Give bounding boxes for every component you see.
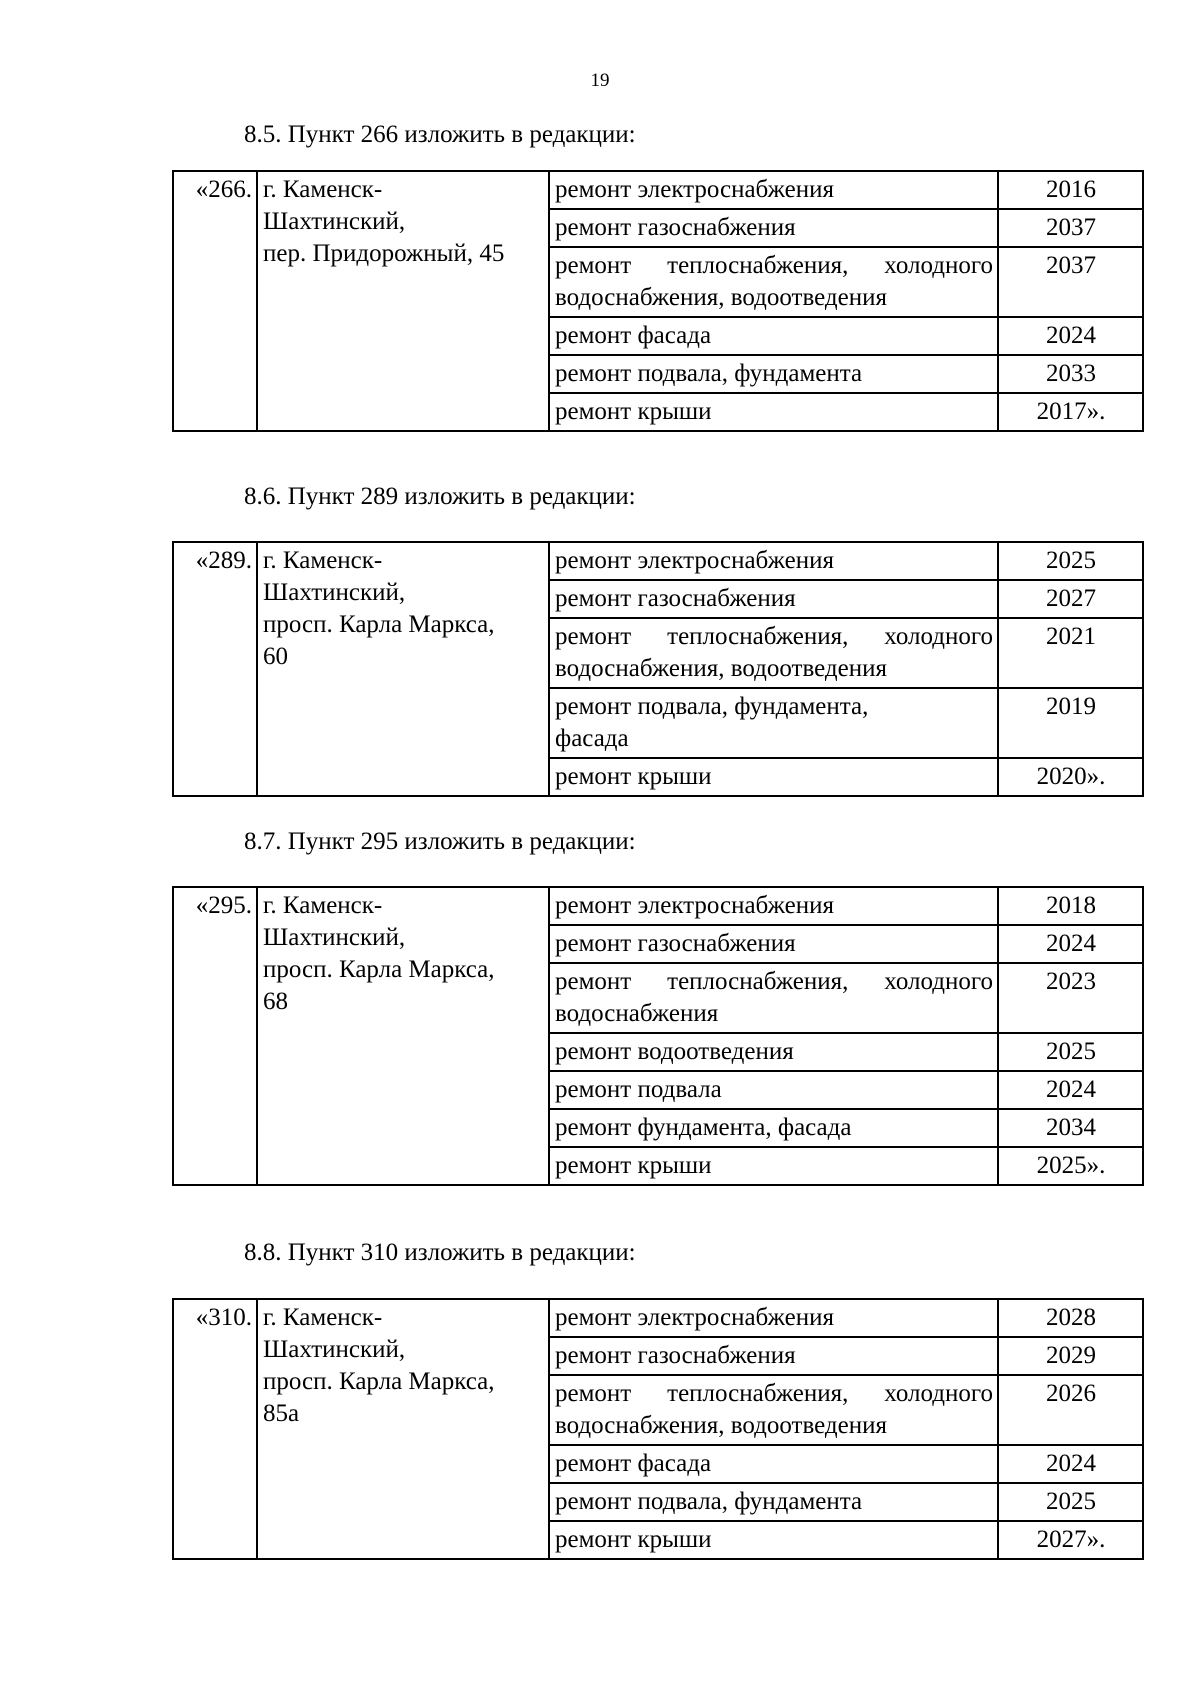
work-year: 2025 bbox=[998, 542, 1143, 580]
work-type: ремонт газоснабжения bbox=[549, 925, 998, 963]
amendment-table bbox=[172, 1298, 1144, 1560]
work-type: ремонт крыши bbox=[549, 1147, 998, 1185]
building-address: г. Каменск- Шахтинский, пер. Придорожный, 45 bbox=[257, 171, 549, 431]
section-heading: 8.6. Пункт 289 изложить в редакции: bbox=[244, 483, 636, 510]
work-type: ремонт теплоснабжения, холодного водоснабжения bbox=[549, 963, 998, 1033]
work-type: ремонт фасада bbox=[549, 317, 998, 355]
work-type: ремонт электроснабжения bbox=[549, 1299, 998, 1337]
work-type: ремонт газоснабжения bbox=[549, 209, 998, 247]
work-type: ремонт крыши bbox=[549, 758, 998, 796]
work-year: 2024 bbox=[998, 1071, 1143, 1109]
work-year: 2024 bbox=[998, 925, 1143, 963]
item-number: «310. bbox=[173, 1299, 257, 1559]
work-year: 2027». bbox=[998, 1521, 1143, 1559]
work-type: ремонт теплоснабжения, холодного водоснабжения, водоотведения bbox=[549, 247, 998, 317]
work-type: ремонт теплоснабжения, холодного водоснабжения, водоотведения bbox=[549, 1375, 998, 1445]
building-address: г. Каменск- Шахтинский, просп. Карла Маркса, 68 bbox=[257, 887, 549, 1185]
table-row bbox=[173, 887, 1143, 925]
table-row bbox=[173, 542, 1143, 580]
work-type: ремонт теплоснабжения, холодного водоснабжения, водоотведения bbox=[549, 618, 998, 688]
work-type: ремонт подвала, фундамента bbox=[549, 355, 998, 393]
item-number: «295. bbox=[173, 887, 257, 1185]
work-type: ремонт подвала, фундамента bbox=[549, 1483, 998, 1521]
building-address: г. Каменск- Шахтинский, просп. Карла Маркса, 60 bbox=[257, 542, 549, 796]
work-type: ремонт фасада bbox=[549, 1445, 998, 1483]
section-heading: 8.5. Пункт 266 изложить в редакции: bbox=[244, 121, 636, 148]
item-number: «289. bbox=[173, 542, 257, 796]
building-address: г. Каменск- Шахтинский, просп. Карла Маркса, 85а bbox=[257, 1299, 549, 1559]
work-type: ремонт газоснабжения bbox=[549, 1337, 998, 1375]
work-year: 2028 bbox=[998, 1299, 1143, 1337]
work-year: 2018 bbox=[998, 887, 1143, 925]
work-year: 2025 bbox=[998, 1483, 1143, 1521]
amendment-table bbox=[172, 886, 1144, 1186]
work-year: 2033 bbox=[998, 355, 1143, 393]
amendment-table bbox=[172, 170, 1144, 432]
work-year: 2024 bbox=[998, 1445, 1143, 1483]
page-number: 19 bbox=[590, 70, 610, 91]
work-year: 2023 bbox=[998, 963, 1143, 1033]
section-heading: 8.7. Пункт 295 изложить в редакции: bbox=[244, 828, 636, 855]
work-type: ремонт подвала, фундамента, фасада bbox=[549, 688, 998, 758]
work-year: 2027 bbox=[998, 580, 1143, 618]
work-type: ремонт электроснабжения bbox=[549, 171, 998, 209]
work-year: 2034 bbox=[998, 1109, 1143, 1147]
work-year: 2024 bbox=[998, 317, 1143, 355]
table-row bbox=[173, 1299, 1143, 1337]
section-heading: 8.8. Пункт 310 изложить в редакции: bbox=[244, 1239, 636, 1266]
work-year: 2016 bbox=[998, 171, 1143, 209]
work-year: 2026 bbox=[998, 1375, 1143, 1445]
work-year: 2037 bbox=[998, 247, 1143, 317]
table-row bbox=[173, 171, 1143, 209]
work-year: 2021 bbox=[998, 618, 1143, 688]
work-type: ремонт водоотведения bbox=[549, 1033, 998, 1071]
work-year: 2025 bbox=[998, 1033, 1143, 1071]
work-type: ремонт фундамента, фасада bbox=[549, 1109, 998, 1147]
work-type: ремонт подвала bbox=[549, 1071, 998, 1109]
work-type: ремонт электроснабжения bbox=[549, 887, 998, 925]
work-year: 2025». bbox=[998, 1147, 1143, 1185]
work-type: ремонт электроснабжения bbox=[549, 542, 998, 580]
work-type: ремонт газоснабжения bbox=[549, 580, 998, 618]
work-year: 2020». bbox=[998, 758, 1143, 796]
work-year: 2037 bbox=[998, 209, 1143, 247]
work-type: ремонт крыши bbox=[549, 393, 998, 431]
work-year: 2019 bbox=[998, 688, 1143, 758]
amendment-table bbox=[172, 541, 1144, 797]
work-year: 2029 bbox=[998, 1337, 1143, 1375]
work-type: ремонт крыши bbox=[549, 1521, 998, 1559]
work-year: 2017». bbox=[998, 393, 1143, 431]
item-number: «266. bbox=[173, 171, 257, 431]
